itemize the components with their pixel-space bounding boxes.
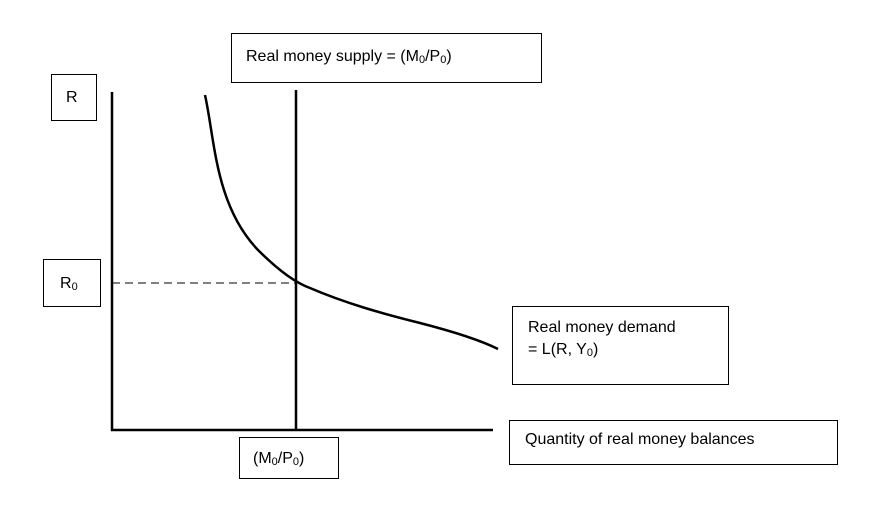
y-axis-label-text: R [66, 89, 78, 106]
money-demand-line1: Real money demand [528, 319, 676, 336]
y-axis-label [51, 74, 97, 121]
money-demand-curve [205, 95, 498, 349]
money-demand-line2: = L(R, $Y_0$) [528, 341, 599, 359]
money-supply-label [231, 33, 542, 83]
equilibrium-rate-text: $R_0$ [60, 275, 78, 293]
x-axis-label [509, 420, 838, 465]
equilibrium-quantity-label [239, 437, 339, 479]
money-supply-text: Real money supply = $(M_0/P_0)$ [246, 48, 452, 66]
money-demand-label [512, 306, 729, 385]
x-axis-label-text: Quantity of real money balances [525, 431, 755, 448]
equilibrium-rate-label [43, 259, 101, 307]
equilibrium-quantity-text: $(M_0/P_0)$ [253, 450, 305, 468]
